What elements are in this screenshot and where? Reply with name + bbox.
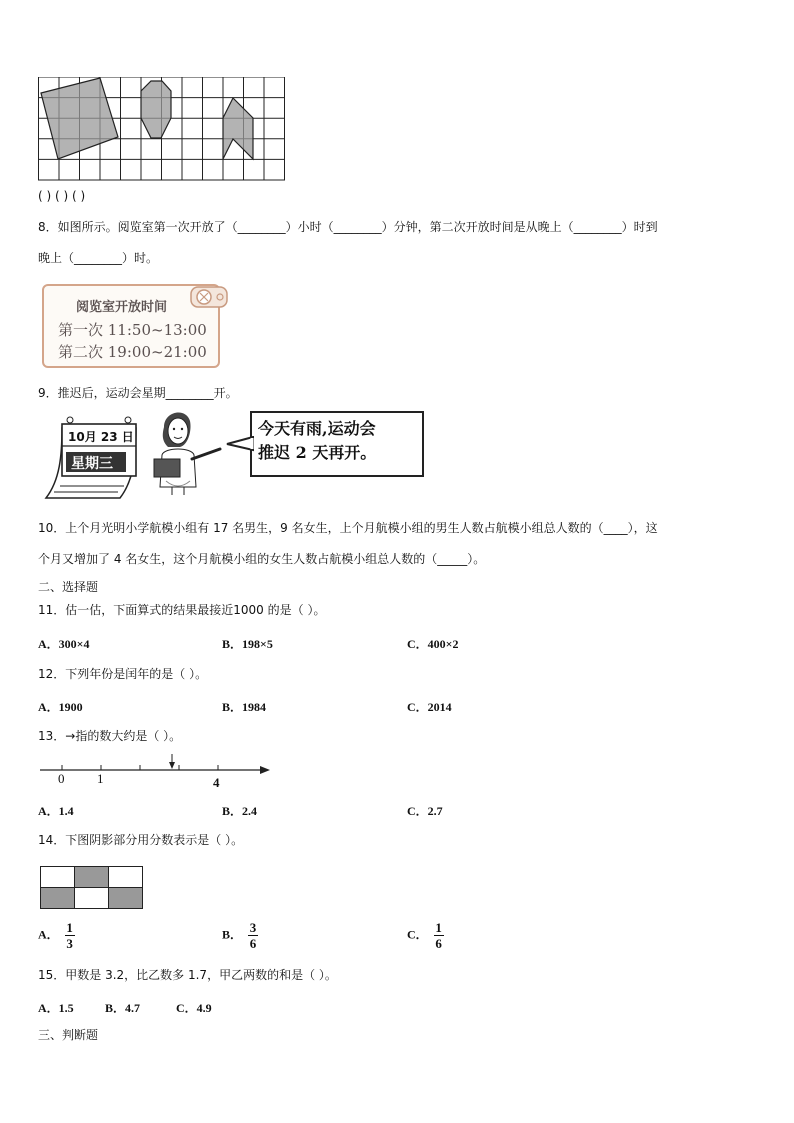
q14-option-c-label: C． — [407, 927, 428, 942]
q11-option-a[interactable]: A．300×4 — [38, 637, 90, 651]
q10-text-line1: 10．上个月光明小学航模小组有 17 名男生，9 名女生，上个月航模小组的男生人数占航模小组总人数的（____），这 — [38, 521, 658, 535]
shape-tilted-square — [41, 78, 118, 159]
q13-text: 13．→指的数大约是（ ）。 — [38, 729, 182, 743]
card-title: 阅览室开放时间 — [76, 300, 168, 315]
card-row-first: 第一次 11:50~13:00 — [58, 321, 207, 339]
calendar-weekday: 星期三 — [71, 456, 113, 472]
q11-option-c[interactable]: C．400×2 — [407, 637, 459, 651]
q14-option-c[interactable] — [407, 920, 444, 951]
q11-text: 11．估一估，下面算式的结果最接近1000 的是（ ）。 — [38, 603, 326, 617]
q15-option-c[interactable]: C．4.9 — [176, 1001, 212, 1015]
camera-icon — [188, 282, 232, 310]
q9-text: 9．推迟后，运动会星期________开。 — [38, 386, 238, 400]
speech-line2: 推迟 2 天再开。 — [258, 443, 377, 462]
q15-option-b[interactable]: B．4.7 — [105, 1001, 141, 1015]
tick-label-0: 0 — [58, 771, 65, 786]
shaded-rectangle-figure — [40, 866, 143, 910]
q11-option-b[interactable]: B．198×5 — [222, 637, 273, 651]
q10-text-line2: 个月又增加了 4 名女生，这个月航模小组的女生人数占航模小组总人数的（_____）。 — [38, 552, 486, 566]
speech-bubble — [250, 411, 424, 477]
q8-text-line1: 8．如图所示。阅览室第一次开放了（________）小时（________）分钟，第二次开放时间是从晚上（________）时到 — [38, 220, 658, 234]
q7-answer-blanks: ( ) ( ) ( ) — [38, 189, 86, 203]
q14-option-a-label: A． — [38, 927, 59, 942]
q15-option-a[interactable]: A．1.5 — [38, 1001, 74, 1015]
q14-option-b[interactable] — [222, 920, 258, 951]
fraction-one-third: $\frac{1}{3}$ — [66, 920, 73, 951]
q12-text: 12．下列年份是闰年的是（ ）。 — [38, 667, 208, 681]
shape-arrow — [223, 98, 253, 159]
q12-option-b[interactable]: B．1984 — [222, 700, 267, 714]
q13-option-c[interactable]: C．2.7 — [407, 804, 443, 818]
shape-octagon — [141, 81, 171, 138]
speech-bubble-tail — [226, 436, 254, 452]
card-row-second: 第二次 19:00~21:00 — [58, 343, 207, 361]
q14-option-a[interactable] — [38, 920, 75, 951]
teacher-illustration — [148, 405, 228, 497]
speech-line1: 今天有雨,运动会 — [258, 419, 376, 438]
section-choice-heading: 二、选择题 — [38, 580, 99, 594]
q13-option-a[interactable]: A．1.4 — [38, 804, 74, 818]
grid-figure — [38, 77, 286, 181]
q15-text: 15．甲数是 3.2，比乙数多 1.7，甲乙两数的和是（ ）。 — [38, 968, 337, 982]
q12-option-a[interactable]: A．1900 — [38, 700, 83, 714]
q14-option-b-label: B． — [222, 927, 243, 942]
q12-option-c[interactable]: C．2014 — [407, 700, 452, 714]
tick-label-4: 4 — [213, 775, 220, 790]
q13-option-b[interactable]: B．2.4 — [222, 804, 258, 818]
fraction-one-sixth: $\frac{1}{6}$ — [435, 920, 442, 951]
section-judgment-heading: 三、判断题 — [38, 1028, 99, 1042]
fraction-three-sixths: $\frac{3}{6}$ — [249, 920, 257, 951]
calendar-illustration — [40, 410, 150, 502]
q14-text: 14．下图阴影部分用分数表示是（ ）。 — [38, 833, 244, 847]
number-line-pointer-arrow — [169, 762, 175, 769]
calendar-date: 10月 23 日 — [68, 430, 134, 444]
q8-text-line2: 晚上（________）时。 — [38, 251, 159, 265]
tick-label-1: 1 — [97, 771, 104, 786]
number-line — [38, 752, 274, 792]
